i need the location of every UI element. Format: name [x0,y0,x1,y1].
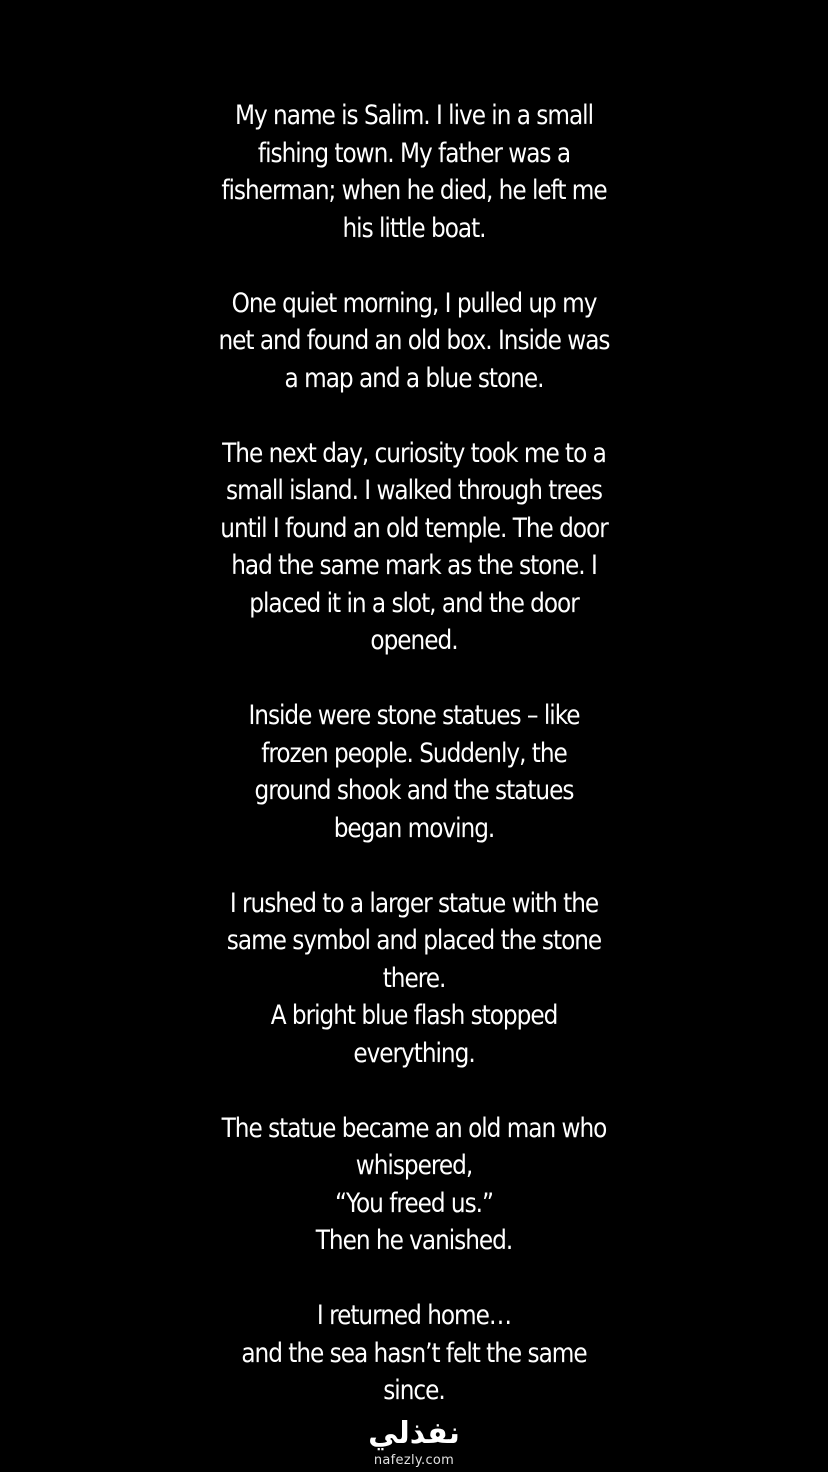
story-line: net and found an old box. Inside was [218,325,610,356]
story-line: frozen people. Suddenly, the [261,737,567,769]
story-line: One quiet morning, I pulled up my [231,287,597,319]
story-line: and the sea hasn’t felt the same [241,1337,587,1369]
story-paragraph-5 [58,885,770,1073]
story-line: since. [383,1375,445,1406]
story-line: everything. [353,1037,475,1069]
story-line: Inside were stone statues – like [248,700,580,731]
story-line: The next day, curiosity took me to a [222,437,606,469]
story-line: fisherman; when he died, he left me [221,175,607,206]
watermark-logo-text: نفذلي [368,1416,460,1451]
story-line: I returned home… [316,1300,512,1331]
story-line: I rushed to a larger statue with the [229,887,599,919]
story-line: My name is Salim. I live in a small [234,100,594,131]
story-line: had the same mark as the stone. I [231,550,597,581]
story-line: Then he vanished. [315,1225,513,1256]
story-line: his little boat. [342,212,486,244]
story-line: same symbol and placed the stone [226,925,602,956]
story-paragraph-2 [58,285,770,398]
story-line: whispered, [355,1150,473,1181]
story-line: small island. I walked through trees [226,475,602,506]
story-paragraph-6 [58,1110,770,1260]
watermark-url: nafezly.com [373,1453,455,1468]
story-line: ground shook and the statues [254,775,574,806]
story-line: there. [382,962,446,994]
story-line: A bright blue flash stopped [270,1000,558,1031]
story-line: began moving. [333,812,495,844]
story-line: “You freed us.” [334,1187,494,1219]
story-line: opened. [370,625,458,656]
story-paragraph-7 [58,1297,770,1410]
story-paragraph-3 [58,435,770,660]
story-line: fishing town. My father was a [257,137,571,169]
story-line: until I found an old temple. The door [220,512,608,544]
nafezly-watermark [0,1415,828,1469]
story-text [0,97,828,1447]
story-paragraph-1 [58,97,770,247]
story-line: a map and a blue stone. [284,362,544,394]
story-line: placed it in a slot, and the door [249,587,579,619]
story-line: The statue became an old man who [221,1112,607,1144]
story-paragraph-4 [58,697,770,847]
